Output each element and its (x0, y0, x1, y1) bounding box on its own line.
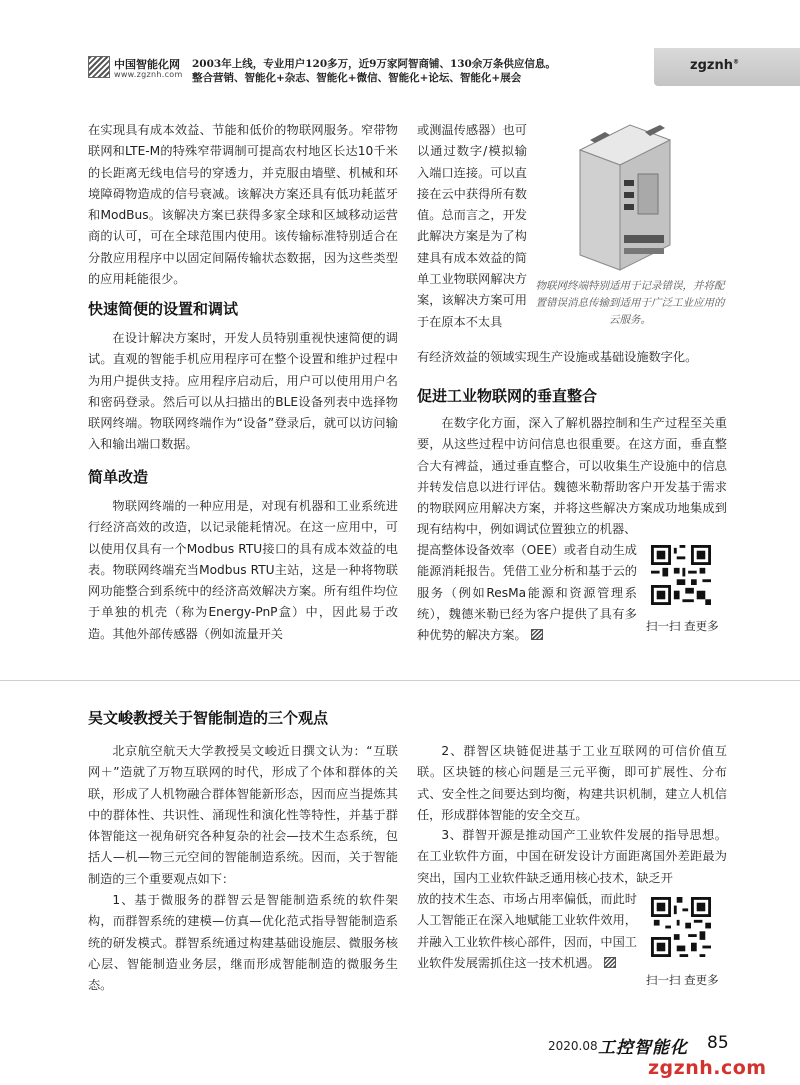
point-3-paragraph-narrow: 放的技术生态、市场占用率偏低，而此时人工智能正在深入地赋能工业软件效用，并融入工业软件核心部件，因而，中国工业软件发展需抓住这一技术机遇。 (417, 892, 637, 970)
section-divider (0, 680, 800, 681)
continuation-paragraph-full: 有经济效益的领域实现生产设施或基础设施数字化。 (417, 350, 698, 364)
section-heading-setup: 快速简便的设置和调试 (88, 300, 239, 318)
magazine-name: 工控智能化 (598, 1038, 688, 1058)
site-brand: 中国智能化网 (114, 58, 180, 71)
point-1-paragraph: 1、基于微服务的群智云是智能制造系统的软件架构，而群智系统的建模—仿真—优化范式指导智能制造系统的研发模式。群智系统通过构建基础设施层、微服务核心层、智能制造业务层，继而形成智能制造的微服务生态。 (88, 893, 398, 993)
page-header (0, 0, 800, 95)
article2-title: 吴文峻教授关于智能制造的三个观点 (88, 709, 329, 727)
header-slogan-1: 2003年上线，专业用户120多万，近9万家阿智商铺、130余万条供应信息。 (192, 58, 556, 70)
point-2-paragraph: 2、群智区块链促进基于工业互联网的可信价值互联。区块链的核心问题是三元平衡，即可扩展性、分布式、安全性之间要达到均衡，构建共识机制，建立人机信任，形成群体智能的安全交互。 (417, 744, 727, 822)
article-end-icon (531, 629, 543, 640)
vertical-integration-paragraph: 在数字化方面，深入了解机器控制和生产过程至关重要，从这些过程中访问信息也很重要。在这方面，垂直整合大有裨益，通过垂直整合，可以收集生产设施中的信息并转发信息以进行评估。魏德米勒帮助客户开发基于需求的物联网应用解决方案，并将这些解决方案成功地集成到现有结构中，例如调试位置独立的机器、 (417, 416, 727, 537)
iot-terminal-product-image (560, 110, 690, 275)
header-tab (654, 48, 800, 86)
section-heading-retrofit: 简单改造 (88, 468, 149, 486)
watermark: zgznh.com (648, 1057, 767, 1079)
qr-code-label: 扫一扫 查更多 (646, 973, 719, 987)
point-3-paragraph: 3、群智开源是推动国产工业软件发展的指导思想。在工业软件方面，中国在研发设计方面距离国外差距最为突出，国内工业软件缺乏通用核心技术，缺乏开 (417, 828, 727, 885)
qr-code-icon[interactable] (651, 897, 711, 957)
qr-code-icon[interactable] (651, 545, 711, 605)
article-end-icon (604, 957, 616, 968)
article2-intro-paragraph: 北京航空航天大学教授吴文峻近日撰文认为：“互联网＋”造就了万物互联网的时代，形成了个体和群体的关联，形成了人机物融合群体智能新形态，因而应当提炼其中的群体性、共识性、涌现性和演化性等特性，并基于群体智能这一视角研究各种复杂的社会—技术生态系统，包括人—机—物三元空间的智能制造系统。因而，关于智能制造的三个重要观点如下： (88, 744, 398, 886)
article1-intro-paragraph: 在实现具有成本效益、节能和低价的物联网服务。窄带物联网和LTE-M的特殊窄带调制可提高农村地区长达10千米的长距离无线电信号的穿透力，并克服由墙壁、机械和环境障碍物造成的信号衰减。该解决方案还具有低功耗蓝牙和ModBus。该解决方案已获得多家全球和区域移动运营商的认可，可在全球范围内使用。该传输标准特别适合在分散应用程序中以固定间隔传输状态数据，因为这些类型的应用耗能很少。 (88, 123, 398, 287)
issue-date: 2020.08 (548, 1039, 598, 1053)
site-url: www.zgznh.com (114, 70, 183, 79)
product-image-caption: 物联网终端特别适用于记录错误，并将配置错误消息传输到适用于广泛工业应用的云服务。 (535, 280, 725, 326)
header-slogan-2: 整合营销、智能化+杂志、智能化+微信、智能化+论坛、智能化+展会 (192, 72, 522, 84)
retrofit-paragraph: 物联网终端的一种应用是，对现有机器和工业系统进行经济高效的改造，以记录能耗情况。在这一应用中，可以使用仅具有一个Modbus RTU接口的具有成本效益的电表。物联网终端充当Modbus RTU主站，这是一种将物联网功能整合到系统中的经济高效解决方案。所有组件均位于单独的机壳（称为Energy-PnP盒）中，因此易于改造。其他外部传感器（例如流量开关 (88, 499, 398, 641)
vertical-integration-paragraph-narrow: 提高整体设备效率（OEE）或者自动生成能源消耗报告。凭借工业分析和基于云的服务（例如ResMa能源和资源管理系统），魏德米勒已经为客户提供了具有多种优势的解决方案。 (417, 543, 637, 643)
page-number: 85 (707, 1033, 729, 1053)
section-heading-vertical: 促进工业物联网的垂直整合 (417, 387, 598, 405)
setup-paragraph: 在设计解决方案时，开发人员特别重视快速简便的调试。直观的智能手机应用程序可在整个设置和维护过程中为用户提供支持。应用程序启动后，用户可以使用用户名和密码登录。然后可以从扫描出的BLE设备列表中选择物联网终端。物联网终端作为“设备”登录后，就可以访问输入和输出端口数据。 (88, 331, 398, 452)
site-logo-icon (88, 56, 110, 78)
continuation-paragraph-narrow: 或测温传感器）也可以通过数字/模拟输入端口连接。可以直接在云中获得所有数值。总而言之，开发此解决方案是为了构建具有成本效益的简单工业物联网解决方案，该解决方案可用于在原本不太具 (417, 123, 527, 329)
qr-code-label: 扫一扫 查更多 (646, 619, 719, 633)
header-tab-label: zgznh® (690, 58, 739, 73)
